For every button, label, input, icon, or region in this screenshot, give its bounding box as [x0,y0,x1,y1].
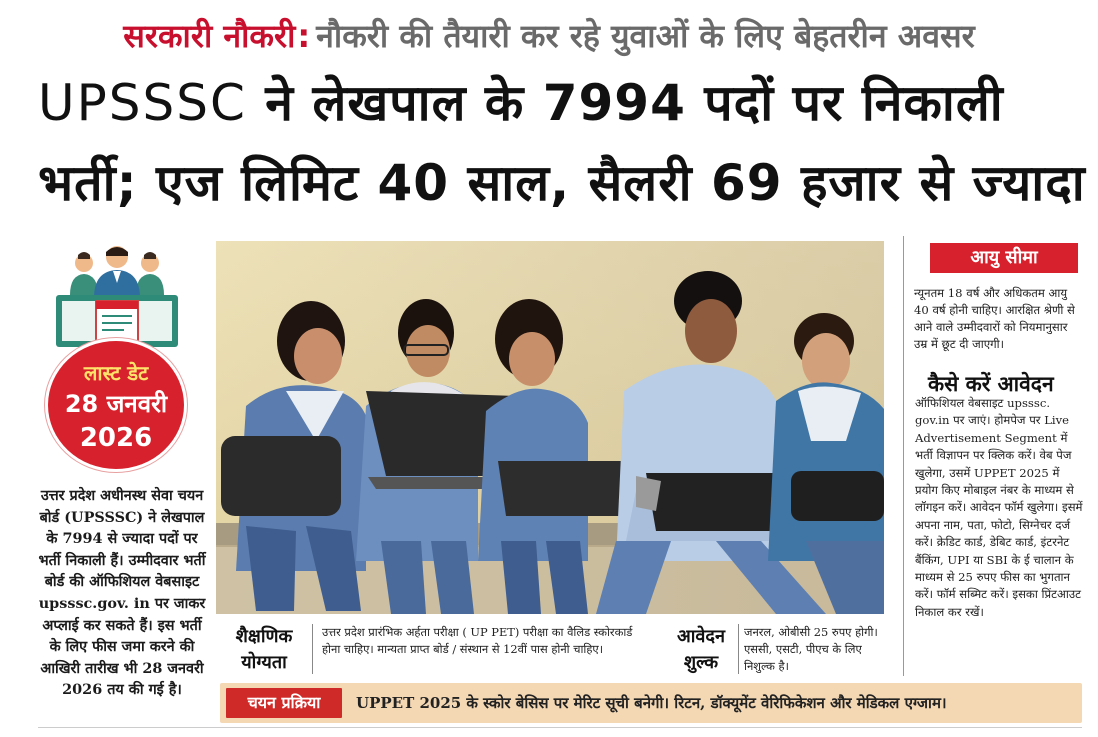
age-limit-heading: आयु सीमा [930,243,1078,273]
bottom-rule [38,727,1082,728]
intro-paragraph: उत्तर प्रदेश अधीनस्थ सेवा चयन बोर्ड (UPSSSC) ने लेखपाल के 7994 से ज्यादा पदों पर भर्ती निकाली हैं। उम्मीदवार भर्ती बोर्ड की ऑफिशियल वेबसाइट upsssc.gov. in पर जाकर अप्लाई कर सकते हैं। इस भर्ती के लिए फीस जमा करने की आखिरी तारीख भी 28 जनवरी 2026 तय की गई है। [38,487,206,699]
qualification-heading-line1: शैक्षणिक [235,626,293,647]
how-to-apply-text: ऑफिशियल वेबसाइट upsssc. gov.in पर जाएं। होमपेज पर Live Advertisement Segment में भर्ती विज्ञापन पर क्लिक करें। वेब पेज खुलेगा, उसमें UPPET 2025 में प्रयोग किए मोबाइल नंबर के माध्यम से लॉगइन करें। आवेदन फॉर्म खुलेगा। इसमें अपना नाम, पता, फोटो, सिग्नेचर दर्ज करें। क्रेडिट कार्ड, डेबिट कार्ड, इंटरनेट बैंकिंग, UPI या SBI के ई चालान के माध्यम से 25 रुपए फीस का भुगतान करें। फॉर्म सब्मिट करें। इसका प्रिंटआउट निकाल कर रखें। [915,396,1083,619]
document-icon [94,299,140,343]
headline-line2: भर्ती; एज लिमिट 40 साल, सैलरी 69 हजार से ज्यादा [38,154,1086,212]
headline-org: UPSSSC [38,74,247,132]
kicker-text: नौकरी की तैयारी कर रहे युवाओं के लिए बेहतरीन अवसर [316,17,975,55]
selection-process-bar [220,683,1082,723]
qualification-heading-line2: योग्यता [241,652,287,673]
selection-process-label: चयन प्रक्रिया [226,688,342,718]
last-date-label: लास्ट डेट [83,361,149,385]
last-date-badge [48,341,184,469]
qualification-divider [312,624,313,674]
headline-line1 [38,70,1078,136]
fee-text: जनरल, ओबीसी 25 रुपए होगी। एससी, एसटी, पीएच के लिए निशुल्क है। [744,625,878,673]
kicker-separator: : [297,17,311,55]
fee-heading [666,624,736,676]
column-divider [903,236,904,676]
kicker [0,14,1098,58]
fee-heading-line2: शुल्क [683,652,719,673]
selection-process-text: UPPET 2025 के स्कोर बेसिस पर मेरिट सूची बनेगी। रिटन, डॉक्यूमेंट वेरिफिकेशन और मेडिकल एग्जाम। [356,694,947,712]
age-limit-text: न्यूनतम 18 वर्ष और अधिकतम आयु 40 वर्ष होनी चाहिए। आरक्षित श्रेणी से आने वाले उम्मीदवारों को नियमानुसार उम्र में छूट दी जाएगी। [914,286,1075,351]
last-date-year: 2026 [79,423,153,453]
fee-heading-line1: आवेदन [677,626,725,647]
how-to-apply-heading: कैसे करें आवेदन [928,372,1054,396]
headline-line1-text: ने लेखपाल के 7994 पदों पर निकाली [246,74,1004,132]
qualification-text: उत्तर प्रदेश प्रारंभिक अर्हता परीक्षा ( UP PET) परीक्षा का वैलिड स्कोरकार्ड होना चाहिए। मान्यता प्राप्त बोर्ड / संस्थान से 12वीं पास होनी चाहिए। [322,625,633,656]
people-meeting-icon [52,243,182,348]
last-date-day: 28 जनवरी [64,390,168,418]
qualification-heading [222,624,306,676]
students-photo [216,241,884,614]
fee-divider [738,624,739,674]
kicker-label: सरकारी नौकरी [123,17,296,55]
